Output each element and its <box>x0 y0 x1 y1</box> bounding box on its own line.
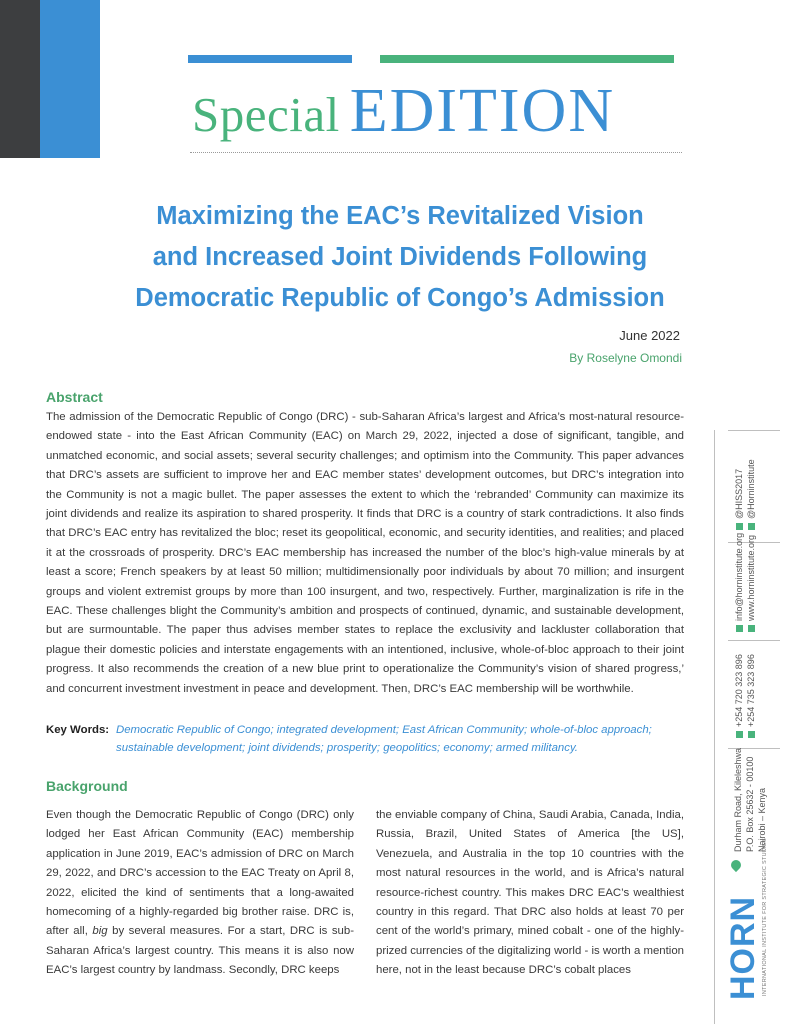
background-column-1 <box>46 806 354 981</box>
web-icon <box>748 625 755 632</box>
masthead-blue-rule <box>188 55 352 63</box>
background-heading: Background <box>46 778 128 794</box>
sidebar-web <box>733 533 757 632</box>
sidebar-social-1: @HISS2017 <box>734 468 744 519</box>
social-icon <box>748 523 755 530</box>
corner-blue-bar <box>40 0 100 158</box>
title-line: Democratic Republic of Congo’s Admission <box>135 284 665 312</box>
horn-logo <box>724 838 768 1000</box>
background-column-2: the enviable company of China, Saudi Arabia, Canada, India, Russia, Brazil, United States of America [the US], Venezuela, and Australia in the top 10 countries with the most natural resources in the world, and is Africa’s natural resource-richest country. This makes DRC EAC’s wealthiest country in this regard. That DRC also holds at least 70 per cent of the world’s primary, mined cobalt - one of the highly-prized currencies of the digitalizing world - is worth a mention here, not in the least because DRC’s cobalt places <box>376 809 684 977</box>
sidebar-address-2: P.O. Box 25632 - 00100 <box>745 756 755 852</box>
background-col1-emphasis: big <box>92 925 108 938</box>
location-pin-icon <box>729 858 743 872</box>
masthead-special: Special <box>192 87 340 142</box>
masthead-dotted-rule <box>190 152 682 153</box>
logo-word: HORN <box>724 895 762 1000</box>
masthead <box>192 76 682 146</box>
sidebar-phone-1: +254 720 323 896 <box>734 654 744 727</box>
web-icon <box>736 625 743 632</box>
corner-dark-bar <box>0 0 40 158</box>
sidebar-phone-2: +254 735 323 896 <box>746 654 756 727</box>
sidebar-social-2: @Horninstitute <box>746 459 756 519</box>
sidebar-website[interactable]: www.horninstitute.org <box>746 534 756 621</box>
sidebar-divider <box>728 430 780 431</box>
sidebar-social <box>733 459 757 530</box>
social-icon <box>736 523 743 530</box>
abstract-heading: Abstract <box>46 389 103 405</box>
abstract-text: The admission of the Democratic Republic of Congo (DRC) - sub-Saharan Africa’s largest and Africa’s most-natural resource-endowed state - into the East African Community (EAC) on March 29, 2022, injected a dose of significant, tangible, and unmatched economic, and social assets; several security challenges; and optimism into the Community. This paper advances that DRC’s assets are sufficient to improve her and EAC member states’ development outcomes, but DRC’s integration into the Community is not a magic bullet. The paper assesses the extent to which the ‘rebranded’ Community can maximize its joint dividends and realize its aspiration to shared prosperity. It finds that DRC is a country of stark contradictions. It also finds that DRC’s EAC entry has revitalized the bloc; reset its geopolitical, economic, and security identities, and realities; and placed it at the crossroads of prosperity. DRC’s EAC membership has increased the number of the bloc’s high-value minerals by at least a score; French speakers by at least 50 million; multidimensionally poor individuals by about 70 million; and insurgent groups and violent extremist groups by more than 100 insurgent, and two, respectively. Further, marginalization is rife in the EAC. These challenges blight the Community’s ambition and prospects of continued, dynamic, and sustainable development, but are surmountable. The paper thus advises member states to replace the exclusivity and lackluster collaboration that plague their domestic policies and interstate engagements with an intentioned, inclusive, whole-of-bloc approach to their joint progress. It also recommends the creation of a new blue print to operationalize the Community’s vision of shared progress,’ and concurrent investment investment in peace and development. Then, DRC’s EAC membership will be worthwhile. <box>46 411 684 695</box>
background-col1-part-a: Even though the Democratic Republic of Congo (DRC) only lodged her East African Community (EAC) membership application in June 2019, EAC’s admission of DRC on March 29, 2022, and DRC’s accession to the EAC Treaty on April 8, 2022, elicited the kind of sentiments that a long-awaited homecoming of a highly-regarded big brother raise. DRC is, after all, <box>46 809 354 938</box>
sidebar-phone <box>733 654 757 738</box>
sidebar-address <box>732 748 768 852</box>
sidebar-divider <box>728 640 780 641</box>
background-col1-part-b: by several measures. For a start, DRC is sub-Saharan Africa’s largest country. This means it is also now EAC’s largest country by landmass. Secondly, DRC keeps <box>46 925 354 977</box>
publication-date: June 2022 <box>619 328 680 343</box>
title-line: and Increased Joint Dividends Following <box>152 243 648 271</box>
keywords-label: Key Words: <box>46 724 110 736</box>
masthead-green-rule <box>380 55 674 63</box>
phone-icon <box>736 731 743 738</box>
sidebar-email[interactable]: info@horninstitute.org <box>734 532 744 621</box>
keywords <box>46 721 686 757</box>
phone-icon <box>748 731 755 738</box>
page-title <box>60 196 740 319</box>
author-byline: By Roselyne Omondi <box>569 351 682 365</box>
sidebar-address-1: Durham Road, Kileleshwa <box>733 747 743 852</box>
logo-tagline: INTERNATIONAL INSTITUTE FOR STRATEGIC STUDIES <box>762 838 768 996</box>
keywords-text: Democratic Republic of Congo; integrated development; East African Community; whole-of-bloc approach; sustainable development; joint dividends; prosperity; geopolitics; economy; armed militancy. <box>116 724 652 754</box>
title-line: Maximizing the EAC’s Revitalized Vision <box>156 202 644 230</box>
sidebar-rule <box>714 430 715 1024</box>
masthead-edition: EDITION <box>349 77 616 145</box>
sidebar-address-3: Nairobi – Kenya <box>757 787 767 852</box>
